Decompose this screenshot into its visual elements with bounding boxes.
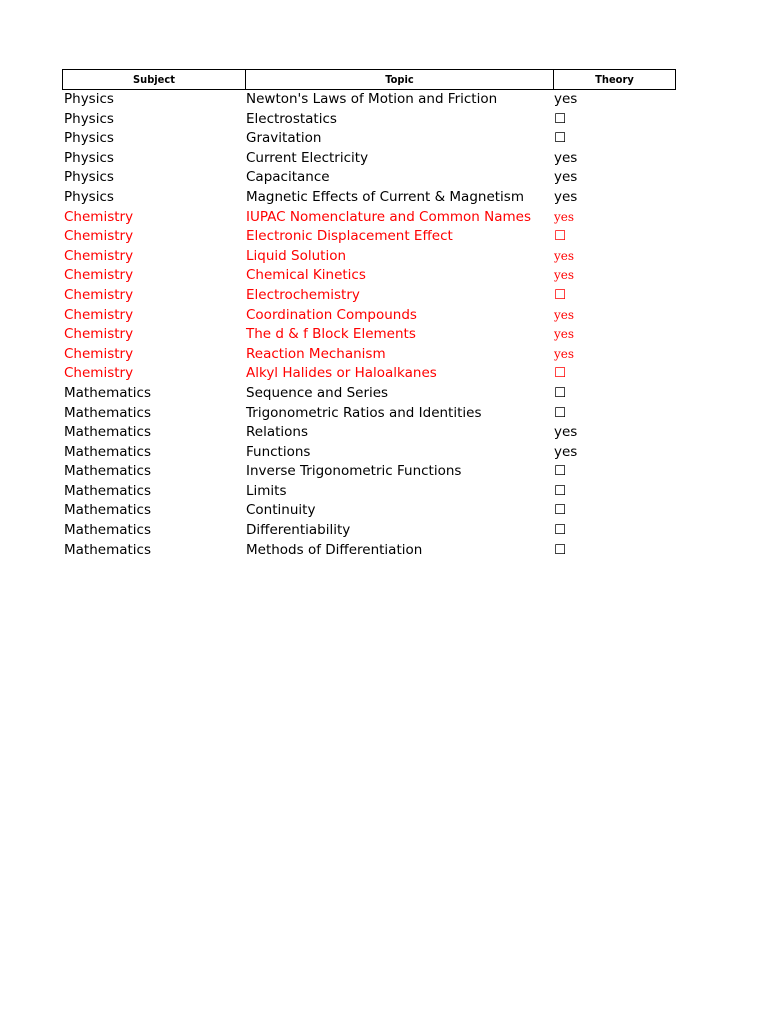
table-row: [62, 423, 676, 443]
topic-cell: IUPAC Nomenclature and Common Names: [246, 208, 532, 225]
table-header: [62, 69, 676, 90]
topic-cell: Reaction Mechanism: [246, 345, 386, 362]
subject-cell: Chemistry: [64, 267, 134, 284]
theory-checkbox-cell: ☐: [554, 404, 567, 421]
topic-cell: Capacitance: [246, 169, 330, 186]
table-row: [62, 462, 676, 482]
topic-cell: Alkyl Halides or Haloalkanes: [246, 365, 437, 382]
topic-cell: Current Electricity: [246, 149, 369, 166]
topic-cell: Trigonometric Ratios and Identities: [246, 404, 482, 421]
theory-yes-cell: yes: [554, 346, 575, 361]
theory-checkbox-cell: ☐: [554, 541, 567, 558]
theory-checkbox-cell: ☐: [554, 286, 567, 303]
topic-cell: Liquid Solution: [246, 247, 347, 264]
table-row: [62, 129, 676, 149]
theory-checkbox-cell: ☐: [554, 522, 567, 539]
subject-cell: Physics: [64, 149, 114, 166]
theory-yes-cell: yes: [554, 188, 578, 205]
theory-yes-cell: yes: [554, 268, 575, 283]
topic-cell: Sequence and Series: [246, 384, 389, 401]
table-row: [62, 247, 676, 267]
theory-yes-cell: yes: [554, 327, 575, 342]
theory-yes-cell: yes: [554, 209, 575, 224]
theory-checkbox-cell: ☐: [554, 228, 567, 245]
topic-cell: Electronic Displacement Effect: [246, 228, 453, 245]
topic-cell: Magnetic Effects of Current & Magnetism: [246, 188, 524, 205]
theory-checkbox-cell: ☐: [554, 482, 567, 499]
table-row: [62, 266, 676, 286]
table-row: [62, 541, 676, 561]
table-row: [62, 521, 676, 541]
theory-yes-cell: yes: [554, 91, 578, 107]
table-row: [62, 90, 676, 110]
table-row: [62, 208, 676, 228]
subject-cell: Mathematics: [64, 502, 151, 519]
topic-cell: Inverse Trigonometric Functions: [246, 463, 462, 480]
theory-yes-cell: yes: [554, 169, 578, 186]
topic-cell: Methods of Differentiation: [246, 541, 423, 558]
subject-cell: Mathematics: [64, 482, 151, 499]
topic-cell: Newton's Laws of Motion and Friction: [246, 91, 498, 107]
header-theory: Theory: [553, 70, 675, 89]
subject-cell: Physics: [64, 130, 114, 147]
table-row: [62, 404, 676, 424]
table-row: [62, 482, 676, 502]
topic-cell: The d & f Block Elements: [246, 326, 416, 343]
topic-cell: Electrochemistry: [246, 286, 360, 303]
subject-cell: Chemistry: [64, 365, 134, 382]
table-row: [62, 168, 676, 188]
subject-cell: Chemistry: [64, 247, 134, 264]
subject-cell: Physics: [64, 110, 114, 127]
table-row: [62, 188, 676, 208]
subject-cell: Physics: [64, 169, 114, 186]
table-body: [62, 90, 676, 560]
subject-cell: Chemistry: [64, 326, 134, 343]
topic-table: [62, 69, 676, 560]
topic-cell: Electrostatics: [246, 110, 337, 127]
table-row: [62, 443, 676, 463]
table-row: [62, 345, 676, 365]
subject-cell: Mathematics: [64, 424, 151, 441]
topic-cell: Functions: [246, 443, 311, 460]
topic-cell: Chemical Kinetics: [246, 267, 366, 284]
subject-cell: Chemistry: [64, 208, 134, 225]
theory-checkbox-cell: ☐: [554, 502, 567, 519]
table-row: [62, 384, 676, 404]
theory-checkbox-cell: ☐: [554, 130, 567, 147]
topic-cell: Coordination Compounds: [246, 306, 417, 323]
subject-cell: Chemistry: [64, 306, 134, 323]
subject-cell: Physics: [64, 91, 114, 107]
table-row: [62, 110, 676, 130]
theory-checkbox-cell: ☐: [554, 110, 567, 127]
table-row: [62, 364, 676, 384]
theory-yes-cell: yes: [554, 424, 578, 441]
table-row: [62, 149, 676, 169]
theory-checkbox-cell: ☐: [554, 463, 567, 480]
table-row: [62, 501, 676, 521]
topic-cell: Differentiability: [246, 522, 351, 539]
topic-cell: Relations: [246, 424, 308, 441]
header-subject: Subject: [133, 73, 175, 86]
table-row: [62, 325, 676, 345]
subject-cell: Mathematics: [64, 384, 151, 401]
theory-checkbox-cell: ☐: [554, 384, 567, 401]
theory-yes-cell: yes: [554, 307, 575, 322]
table-row: [62, 286, 676, 306]
subject-cell: Mathematics: [64, 404, 151, 421]
subject-cell: Chemistry: [64, 228, 134, 245]
topic-cell: Continuity: [246, 502, 316, 519]
subject-cell: Mathematics: [64, 463, 151, 480]
theory-yes-cell: yes: [554, 443, 578, 460]
theory-yes-cell: yes: [554, 149, 578, 166]
subject-cell: Mathematics: [64, 541, 151, 558]
subject-cell: Physics: [64, 188, 114, 205]
table-row: [62, 306, 676, 326]
subject-cell: Mathematics: [64, 522, 151, 539]
topic-cell: Limits: [246, 482, 287, 499]
table-row: [62, 227, 676, 247]
subject-cell: Chemistry: [64, 345, 134, 362]
subject-cell: Chemistry: [64, 286, 134, 303]
header-topic: Topic: [245, 70, 553, 89]
theory-yes-cell: yes: [554, 248, 575, 263]
theory-checkbox-cell: ☐: [554, 365, 567, 382]
topic-cell: Gravitation: [246, 130, 322, 147]
subject-cell: Mathematics: [64, 443, 151, 460]
